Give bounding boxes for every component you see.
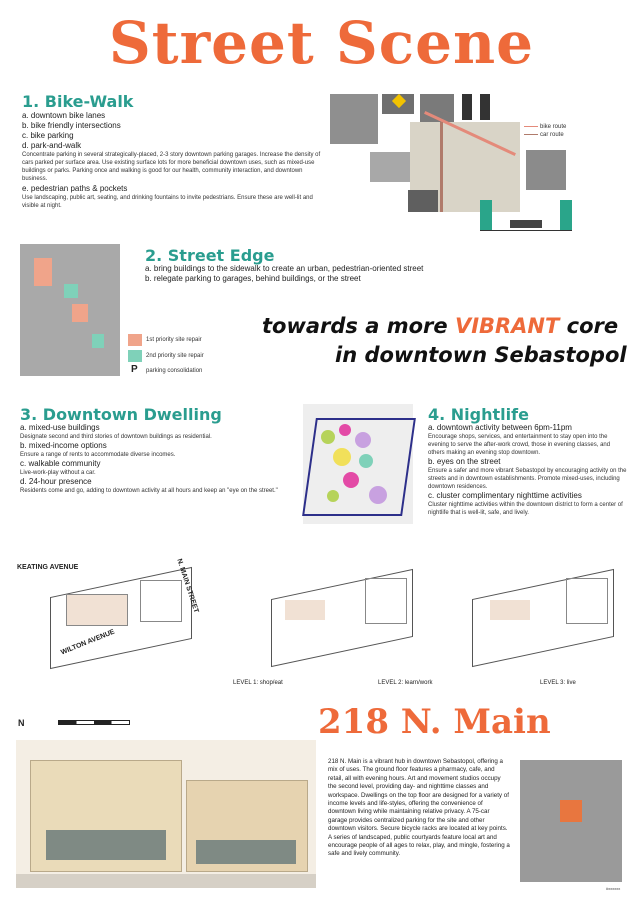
section-building-right — [560, 200, 572, 230]
level-3-label: LEVEL 3: live — [540, 680, 576, 686]
bike-signal-icon — [480, 94, 490, 120]
street-edge-item-b: b. relegate parking to garages, behind buildings, or the street — [145, 274, 361, 283]
plan-block — [140, 580, 182, 622]
bike-route-swatch — [524, 126, 538, 127]
dwelling-item-b-title: b. mixed-income options — [20, 441, 107, 450]
plan-level-3 — [450, 560, 630, 678]
dwelling-heading: 3. Downtown Dwelling — [20, 405, 222, 424]
bike-walk-heading: 1. Bike-Walk — [22, 92, 134, 111]
poster-code: #xxxxxx — [606, 886, 621, 891]
priority-2-legend: 2nd priority site repair — [146, 353, 204, 359]
bike-rack-photo — [330, 94, 378, 144]
dwelling-item-a-title: a. mixed-use buildings — [20, 423, 100, 432]
storefront-glass — [196, 840, 296, 864]
activity-circle — [355, 432, 371, 448]
priority-1-legend: 1st priority site repair — [146, 337, 202, 343]
plan-block — [490, 600, 530, 620]
dwelling-item-b-text: Ensure a range of rents to accommodate diverse incomes. — [20, 452, 176, 458]
bike-walk-item-e: e. pedestrian paths & pockets — [22, 184, 128, 193]
dwelling-item-d-text: Residents come and go, adding to downtown activity at all hours and keep an "eye on the street." — [20, 488, 278, 494]
plan-level-2 — [245, 560, 435, 678]
bike-walk-item-c: c. bike parking — [22, 131, 74, 140]
car-route-legend: car route — [540, 132, 564, 138]
main-218-description: 218 N. Main is a vibrant hub in downtown Sebastopol, offering a mix of uses. The ground floor features a pharmacy, cafe, and retail, all with evening hours. Art and movement studios occupy the second level, providing day- and nighttime classes and workspace. Dwellings on the top floor are designed for a variety of income levels and life-styles, offering the convenience of downtown living while maintaining relative privacy. A 75-car garage provides centralized parking for the site and other downtown visitors. Secure bicycle racks are located at key points. A series of landscaped, public courtyards feature local art and encourage people of all ages to relax, play, and mingle, fostering a safe and lively community. — [328, 758, 510, 858]
priority-2-swatch — [128, 350, 142, 362]
dwelling-item-a-text: Designate second and third stories of downtown buildings as residential. — [20, 434, 212, 440]
bike-walk-paragraph-2: Use landscaping, public art, seating, and drinking fountains to invite pedestrians. Ensure these are well-lit and visible at night. — [22, 195, 313, 209]
nightlife-heading: 4. Nightlife — [428, 405, 529, 424]
car-route-swatch — [524, 134, 538, 135]
tagline-line-2: in downtown Sebastopol — [335, 343, 627, 367]
bike-walk-item-b: b. bike friendly intersections — [22, 121, 121, 130]
building-rendering — [16, 740, 316, 888]
nightlife-item-b-text: Ensure a safer and more vibrant Sebastopol by encouraging activity on the streets and in downtown establishments. Promote mixed-uses, including downtown residences. — [428, 468, 627, 490]
tagline-text-a: towards a more — [262, 314, 455, 338]
bike-route-legend: bike route — [540, 124, 567, 130]
priority-1-swatch — [128, 334, 142, 346]
site-aerial-map — [520, 760, 622, 882]
dwelling-item-c-text: Live-work-play without a car. — [20, 470, 96, 476]
dwelling-text — [20, 423, 295, 495]
tagline-text-b: core — [559, 314, 619, 338]
activity-circle — [327, 490, 339, 502]
activity-circle — [359, 454, 373, 468]
pedestrian-photo — [526, 150, 566, 190]
level-2-label: LEVEL 2: learn/work — [378, 680, 433, 686]
activity-circle — [369, 486, 387, 504]
main-218-heading: 218 N. Main — [318, 702, 551, 742]
dwelling-item-c-title: c. walkable community — [20, 459, 101, 468]
street-edge-item-a: a. bring buildings to the sidewalk to create an urban, pedestrian-oriented street — [145, 264, 424, 273]
bike-lane-photo — [408, 190, 438, 212]
activity-circle — [321, 430, 335, 444]
north-arrow-icon: N — [18, 718, 25, 728]
section-building-left — [480, 200, 492, 230]
bike-walk-text — [22, 111, 322, 210]
priority-1-site — [72, 304, 88, 322]
nightlife-item-c-text: Cluster nighttime activities within the downtown district to form a center of nightlife that is well-lit, safe, and lively. — [428, 502, 623, 516]
priority-2-site — [64, 284, 78, 298]
bike-walk-paragraph-1: Concentrate parking in several strategically-placed, 2-3 story downtown parking garages. Increase the density of cars parked per surface area. Use existing surface lots for more beneficial downtown uses, such as mixed-use buildings or parks. Parking once and walking is good for our health, community interaction, and downtown business. — [22, 152, 321, 182]
activity-circle — [343, 472, 359, 488]
activity-circle — [339, 424, 351, 436]
main-street-label: N. MAIN STREET — [175, 558, 200, 614]
plan-block — [66, 594, 128, 626]
plan-block — [285, 600, 325, 620]
nightlife-item-a-title: a. downtown activity between 6pm-11pm — [428, 423, 572, 432]
street-section — [480, 194, 572, 231]
priority-1-site — [34, 258, 52, 286]
street-edge-heading: 2. Street Edge — [145, 246, 275, 265]
nightlife-item-c-title: c. cluster complimentary nighttime activities — [428, 491, 582, 500]
bike-walk-item-d: d. park-and-walk — [22, 141, 82, 150]
keating-avenue-label: KEATING AVENUE — [17, 564, 79, 571]
parking-legend: parking consolidation — [146, 368, 203, 374]
plan-block — [365, 578, 407, 624]
activity-circle — [333, 448, 351, 466]
plan-block — [566, 578, 608, 624]
storefront-glass — [46, 830, 166, 860]
street-edge-map — [20, 244, 120, 376]
traffic-signal-icon — [462, 94, 472, 120]
wilton-avenue-label: WILTON AVENUE — [60, 628, 116, 657]
crosswalk-photo — [370, 152, 410, 182]
section-cars — [510, 220, 542, 228]
nightlife-text — [428, 423, 628, 517]
tagline-line-1 — [262, 314, 618, 338]
nightlife-item-b-title: b. eyes on the street — [428, 457, 501, 466]
dwelling-item-d-title: d. 24-hour presence — [20, 477, 92, 486]
site-highlight — [560, 800, 582, 822]
priority-2-site — [92, 334, 104, 348]
bike-walk-collage — [330, 94, 620, 240]
bike-walk-item-a: a. downtown bike lanes — [22, 111, 106, 120]
street-edge-text — [145, 264, 475, 284]
nightlife-item-a-text: Encourage shops, services, and entertainment to stay open into the evening to serve the after-work crowd, those in evening classes, and others making an evening stop downtown. — [428, 434, 611, 456]
poster-title: Street Scene — [108, 9, 535, 77]
scale-bar — [58, 720, 130, 725]
parking-p-icon: P — [131, 364, 138, 375]
level-1-label: LEVEL 1: shop/eat — [233, 680, 283, 686]
plan-level-1 — [20, 560, 220, 678]
car-route-line — [440, 122, 443, 212]
nightlife-map — [303, 404, 413, 524]
tagline-vibrant: VIBRANT — [454, 314, 560, 338]
sidewalk — [16, 874, 316, 888]
